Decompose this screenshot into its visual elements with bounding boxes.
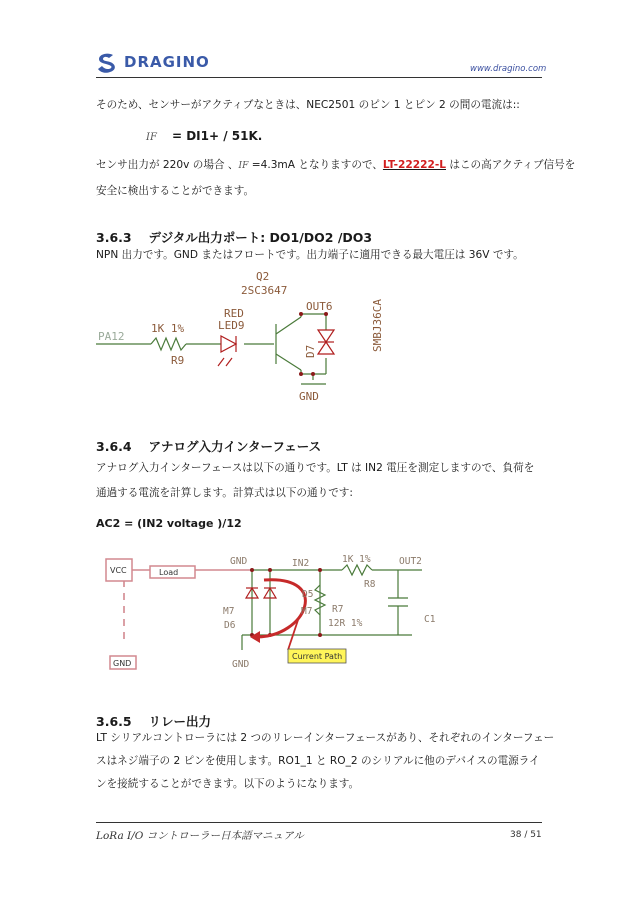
section-364-text-1: アナログ入力インターフェースは以下の通りです。LT は IN2 電圧を測定しますので、負荷を: [96, 462, 535, 474]
label-smbj: SMBJ36CA: [371, 299, 384, 352]
label-pa12: PA12: [98, 330, 125, 343]
section-365-title: 3.6.5 リレー出力: [96, 714, 211, 729]
sensor-line-2: 安全に検出することができます。: [96, 185, 255, 197]
analog-input-schematic: [102, 540, 462, 670]
page-number: 38 / 51: [510, 830, 542, 840]
website-text: www.dragino.com: [470, 64, 547, 74]
label-d6: D6: [224, 620, 236, 631]
label-r9: R9: [171, 354, 185, 367]
label-c1: C1: [424, 614, 436, 625]
label-gnd-left: GND: [113, 659, 132, 668]
label-d7: D7: [304, 344, 317, 358]
label-gnd-top: GND: [230, 556, 248, 567]
label-out6: OUT6: [306, 300, 333, 313]
digital-output-schematic: [96, 262, 384, 412]
header-rule: [96, 77, 542, 78]
footer-title: LoRa I/O コントローラー日本語マニュアル: [96, 830, 304, 842]
section-364-title: 3.6.4 アナログ入力インターフェース: [96, 439, 322, 454]
sensor-text-b: =4.3mA となりますので、: [248, 159, 383, 171]
section-364-formula: AC2 = (IN2 voltage )/12: [96, 517, 242, 530]
label-gnd-bottom: GND: [232, 659, 250, 670]
label-m7-a: M7: [223, 606, 235, 617]
sensor-symbol: IF: [238, 161, 249, 171]
sensor-line-1: [96, 158, 575, 173]
label-r-val: 1K 1%: [342, 554, 371, 565]
label-d5: D5: [302, 589, 314, 600]
intro-line: そのため、センサーがアクティブなときは、NEC2501 のピン 1 とピン 2 の間の電流は::: [96, 99, 520, 111]
section-365-text-3: ンを接続することができます。以下のようになります。: [96, 778, 360, 790]
intro-formula: [146, 125, 262, 144]
product-link[interactable]: LT-22222-L: [382, 159, 446, 171]
logo-text: DRAGINO: [124, 53, 210, 71]
section-363-title: 3.6.3 デジタル出力ポート: DO1/DO2 /DO3: [96, 230, 373, 245]
label-m7-b: M7: [301, 606, 313, 617]
sensor-text-a: センサ出力が 220v の場合 、: [96, 159, 239, 171]
sensor-text-c: はこの高アクティブ信号を: [446, 159, 576, 171]
footer-rule: [96, 822, 542, 823]
label-q2: Q2: [256, 270, 270, 283]
label-r-val: 1K 1%: [151, 322, 185, 335]
logo: [96, 50, 216, 76]
label-r8: R8: [364, 579, 376, 590]
label-led9: LED9: [218, 319, 245, 332]
formula-symbol: IF: [146, 132, 157, 143]
formula-text: = DI1+ / 51K.: [171, 129, 263, 143]
label-out2: OUT2: [399, 556, 422, 567]
label-q2-part: 2SC3647: [241, 284, 288, 297]
section-363-text: NPN 出力です。GND またはフロートです。出力端子に適用できる最大電圧は 36V です。: [96, 249, 524, 261]
label-red: RED: [224, 307, 244, 320]
label-r7: R7: [332, 604, 344, 615]
label-vcc: VCC: [110, 566, 127, 575]
label-load: Load: [159, 568, 179, 577]
section-365-text-1: LT シリアルコントローラには 2 つのリレーインターフェースがあり、それぞれのインターフェー: [96, 732, 555, 744]
label-in2: IN2: [292, 558, 310, 569]
label-current-path: Current Path: [292, 652, 343, 661]
section-365-text-2: スはネジ端子の 2 ピンを使用します。RO1_1 と RO_2 のシリアルに他のデバイスの電源ライ: [96, 755, 540, 767]
section-364-text-2: 通過する電流を計算します。計算式は以下の通りです:: [96, 487, 353, 499]
dragino-logo-icon: [96, 52, 120, 74]
label-gnd: GND: [299, 390, 319, 403]
label-r7-val: 12R 1%: [328, 618, 363, 629]
